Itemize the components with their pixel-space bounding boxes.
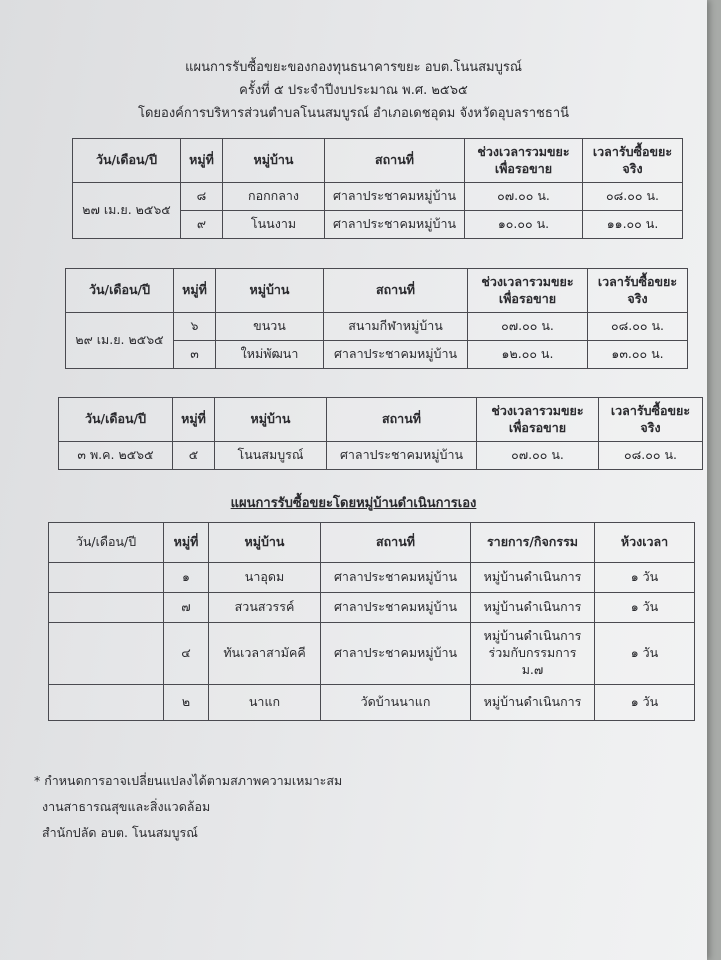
col-activity: รายการ/กิจกรรม bbox=[471, 523, 595, 563]
row-collect-time: ๑๐.๐๐ น. bbox=[465, 211, 583, 239]
row-place: สนามกีฬาหมู่บ้าน bbox=[324, 313, 468, 341]
row-village: โนนงาม bbox=[223, 211, 325, 239]
col-buy-time: เวลารับซื้อขยะ จริง bbox=[588, 269, 688, 313]
row-buy-time: ๐๘.๐๐ น. bbox=[588, 313, 688, 341]
document-title: แผนการรับซื้อขยะของกองทุนธนาคารขยะ อบต.โนนสมบูรณ์ bbox=[185, 60, 522, 75]
col-village: หมู่บ้าน bbox=[216, 269, 324, 313]
row-collect-time: ๐๗.๐๐ น. bbox=[468, 313, 588, 341]
table-row bbox=[49, 685, 695, 721]
row-activity: หมู่บ้านดำเนินการ bbox=[471, 593, 595, 623]
row-date-empty bbox=[49, 593, 164, 623]
row-buy-time: ๑๑.๐๐ น. bbox=[583, 211, 683, 239]
row-duration: ๑ วัน bbox=[595, 593, 695, 623]
row-place: ศาลาประชาคมหมู่บ้าน bbox=[321, 593, 471, 623]
table-header-row bbox=[66, 269, 688, 313]
row-activity: หมู่บ้านดำเนินการ bbox=[471, 563, 595, 593]
col-place: สถานที่ bbox=[325, 139, 465, 183]
row-date: ๓ พ.ค. ๒๕๖๕ bbox=[59, 442, 173, 470]
col-place: สถานที่ bbox=[321, 523, 471, 563]
col-village: หมู่บ้าน bbox=[215, 398, 327, 442]
row-buy-time: ๑๓.๐๐ น. bbox=[588, 341, 688, 369]
row-place: ศาลาประชาคมหมู่บ้าน bbox=[325, 183, 465, 211]
self-plan-table bbox=[48, 522, 695, 721]
row-moo: ๔ bbox=[164, 623, 209, 685]
col-buy-time: เวลารับซื้อขยะ จริง bbox=[583, 139, 683, 183]
col-moo: หมู่ที่ bbox=[174, 269, 216, 313]
row-buy-time: ๐๘.๐๐ น. bbox=[599, 442, 703, 470]
col-moo: หมู่ที่ bbox=[164, 523, 209, 563]
footer-department: งานสาธารณสุขและสิ่งแวดล้อม bbox=[42, 799, 211, 814]
row-moo: ๓ bbox=[174, 341, 216, 369]
row-buy-time: ๐๘.๐๐ น. bbox=[583, 183, 683, 211]
col-date: วัน/เดือน/ปี bbox=[73, 139, 181, 183]
col-collect-time: ช่วงเวลารวมขยะ เพื่อรอขาย bbox=[468, 269, 588, 313]
schedule-table-2 bbox=[65, 268, 688, 369]
col-village: หมู่บ้าน bbox=[209, 523, 321, 563]
row-moo: ๒ bbox=[164, 685, 209, 721]
row-village: นาแก bbox=[209, 685, 321, 721]
col-moo: หมู่ที่ bbox=[173, 398, 215, 442]
schedule-table-1 bbox=[72, 138, 683, 239]
col-village: หมู่บ้าน bbox=[223, 139, 325, 183]
col-place: สถานที่ bbox=[324, 269, 468, 313]
row-village: กอกกลาง bbox=[223, 183, 325, 211]
row-date: ๒๙ เม.ย. ๒๕๖๕ bbox=[66, 313, 174, 369]
row-activity: หมู่บ้านดำเนินการ bbox=[471, 685, 595, 721]
row-village: ทันเวลาสามัคคี bbox=[209, 623, 321, 685]
row-duration: ๑ วัน bbox=[595, 623, 695, 685]
row-duration: ๑ วัน bbox=[595, 563, 695, 593]
row-village: นาอุดม bbox=[209, 563, 321, 593]
row-collect-time: ๐๗.๐๐ น. bbox=[465, 183, 583, 211]
footer-note: * กำหนดการอาจเปลี่ยนแปลงได้ตามสภาพความเหมาะสม bbox=[34, 773, 343, 788]
row-place: ศาลาประชาคมหมู่บ้าน bbox=[321, 563, 471, 593]
row-moo: ๕ bbox=[173, 442, 215, 470]
row-date-empty bbox=[49, 563, 164, 593]
row-village: ใหม่พัฒนา bbox=[216, 341, 324, 369]
row-collect-time: ๑๒.๐๐ น. bbox=[468, 341, 588, 369]
row-moo: ๖ bbox=[174, 313, 216, 341]
schedule-table-3 bbox=[58, 397, 703, 470]
row-place: ศาลาประชาคมหมู่บ้าน bbox=[321, 623, 471, 685]
footer-office: สำนักปลัด อบต. โนนสมบูรณ์ bbox=[42, 825, 198, 840]
row-village: ขนวน bbox=[216, 313, 324, 341]
table-row bbox=[49, 623, 695, 685]
table-row bbox=[59, 442, 703, 470]
col-date: วัน/เดือน/ปี bbox=[59, 398, 173, 442]
table-row bbox=[66, 313, 688, 341]
col-date: วัน/เดือน/ปี bbox=[49, 523, 164, 563]
row-place: ศาลาประชาคมหมู่บ้าน bbox=[324, 341, 468, 369]
self-plan-title: แผนการรับซื้อขยะโดยหมู่บ้านดำเนินการเอง bbox=[230, 496, 477, 511]
row-activity: หมู่บ้านดำเนินการ ร่วมกับกรรมการ ม.๗ bbox=[471, 623, 595, 685]
row-date-empty bbox=[49, 623, 164, 685]
table-row bbox=[73, 183, 683, 211]
col-date: วัน/เดือน/ปี bbox=[66, 269, 174, 313]
row-date-empty bbox=[49, 685, 164, 721]
table-header-row bbox=[59, 398, 703, 442]
col-collect-time: ช่วงเวลารวมขยะ เพื่อรอขาย bbox=[465, 139, 583, 183]
col-place: สถานที่ bbox=[327, 398, 477, 442]
row-place: ศาลาประชาคมหมู่บ้าน bbox=[325, 211, 465, 239]
document-round: ครั้งที่ ๕ ประจำปีงบประมาณ พ.ศ. ๒๕๖๕ bbox=[239, 83, 468, 98]
row-village: สวนสวรรค์ bbox=[209, 593, 321, 623]
row-duration: ๑ วัน bbox=[595, 685, 695, 721]
table-header-row bbox=[49, 523, 695, 563]
col-moo: หมู่ที่ bbox=[181, 139, 223, 183]
row-place: วัดบ้านนาแก bbox=[321, 685, 471, 721]
col-collect-time: ช่วงเวลารวมขยะ เพื่อรอขาย bbox=[477, 398, 599, 442]
row-moo: ๘ bbox=[181, 183, 223, 211]
table-row bbox=[49, 593, 695, 623]
table-header-row bbox=[73, 139, 683, 183]
row-place: ศาลาประชาคมหมู่บ้าน bbox=[327, 442, 477, 470]
row-collect-time: ๐๗.๐๐ น. bbox=[477, 442, 599, 470]
col-duration: ห้วงเวลา bbox=[595, 523, 695, 563]
row-moo: ๙ bbox=[181, 211, 223, 239]
table-row bbox=[49, 563, 695, 593]
row-village: โนนสมบูรณ์ bbox=[215, 442, 327, 470]
row-moo: ๑ bbox=[164, 563, 209, 593]
row-moo: ๗ bbox=[164, 593, 209, 623]
col-buy-time: เวลารับซื้อขยะ จริง bbox=[599, 398, 703, 442]
row-date: ๒๗ เม.ย. ๒๕๖๕ bbox=[73, 183, 181, 239]
document-organization: โดยองค์การบริหารส่วนตำบลโนนสมบูรณ์ อำเภอเดชอุดม จังหวัดอุบลราชธานี bbox=[137, 106, 570, 121]
